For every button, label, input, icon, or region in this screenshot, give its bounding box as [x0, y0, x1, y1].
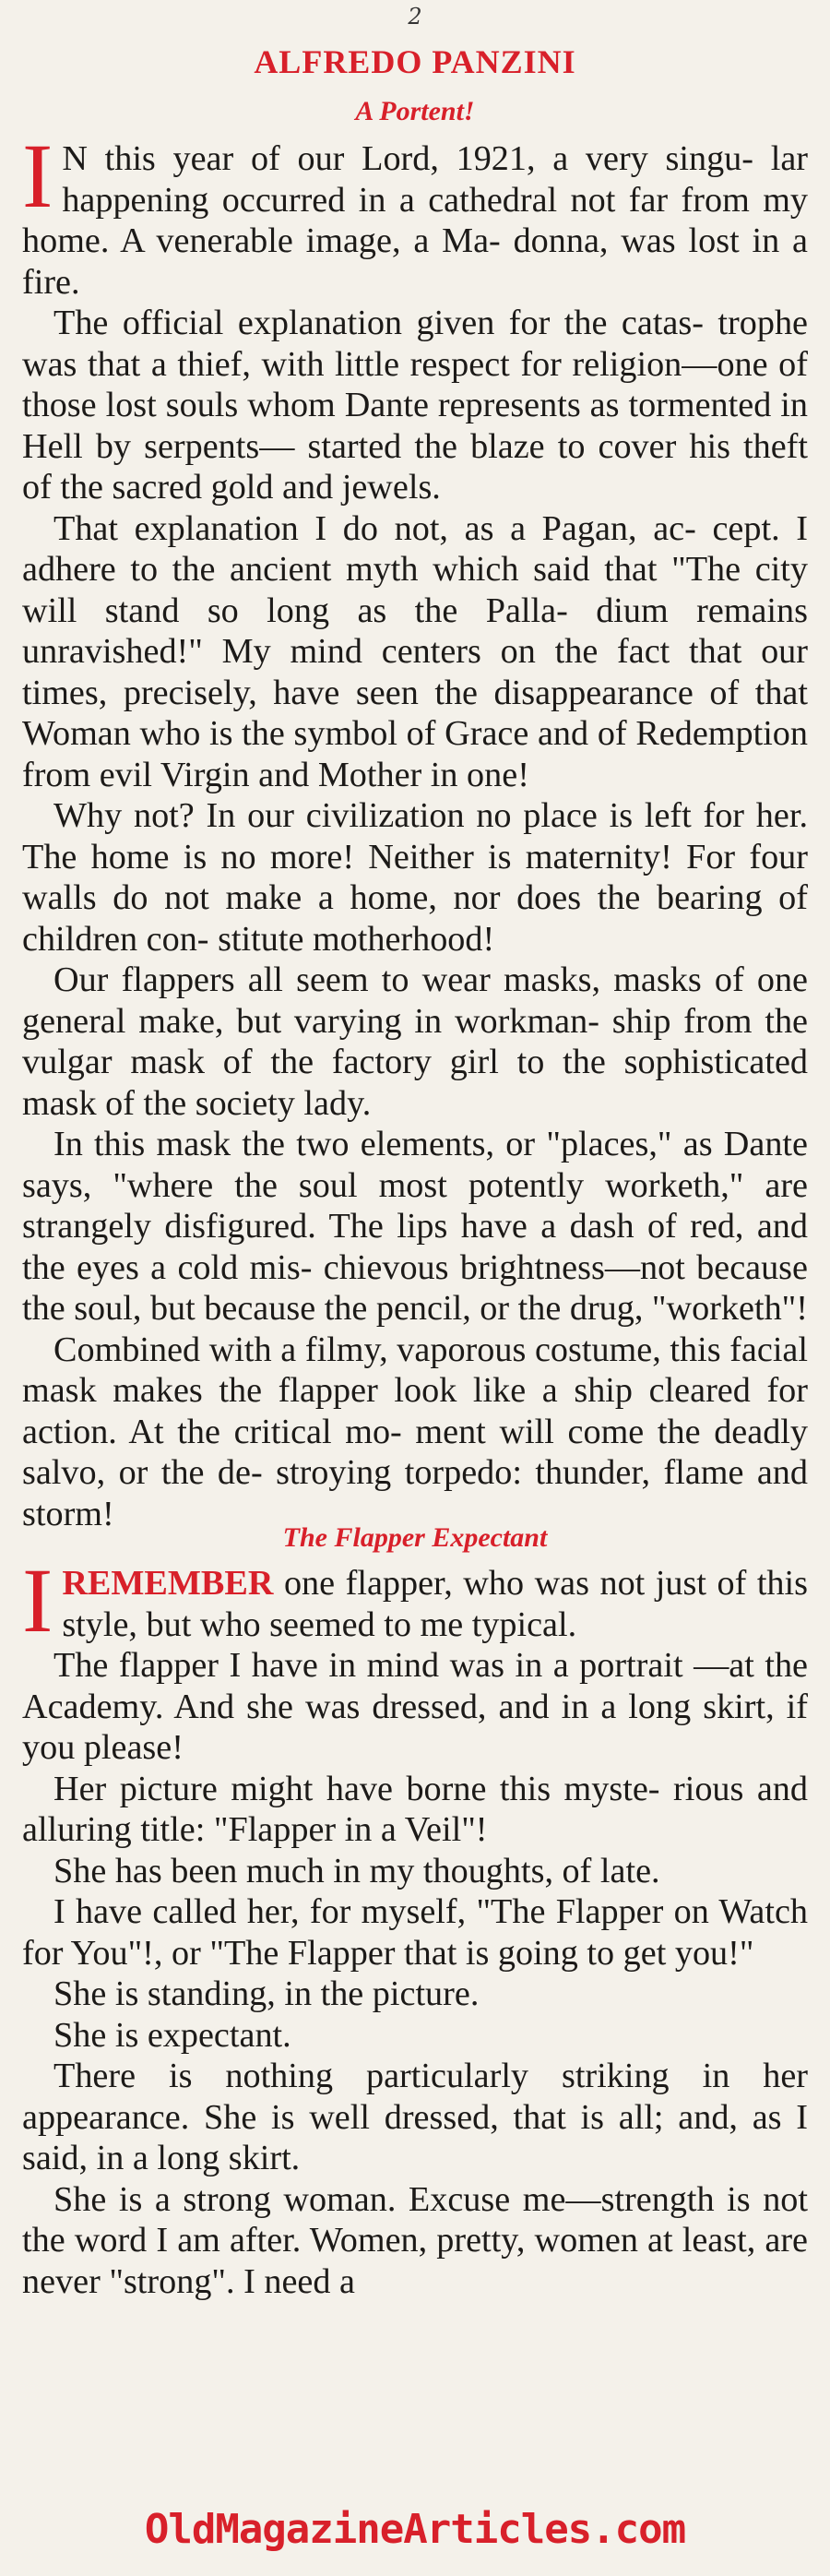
lead-text: N this year of our Lord, 1921, a very singu- lar happening occurred in a cathedral not far from my home. A venerable image, a Ma- donna, was lost in a fire. [22, 139, 808, 302]
paragraph: She is standing, in the picture. [53, 1974, 480, 2013]
paragraph: Why not? In our civilization no place is left for her. The home is no more! Neither is maternity! For four walls do not make a home, nor does the bearing of children con- stitute motherhood! [22, 796, 808, 959]
section-heading-flapper-expectant: The Flapper Expectant [282, 1522, 548, 1553]
paragraph: That explanation I do not, as a Pagan, ac- cept. I adhere to the ancient myth which said that "The city will stand so long as the Palla- dium remains unravished!" My mind centers on the fact that our times, precisely, have seen the disappearance of that Woman who is the symbol of Grace and of Redemption from evil Virgin and Mother in one! [22, 508, 808, 794]
article-section-1 [22, 125, 808, 1534]
drop-cap: I [22, 1549, 53, 1652]
paragraph: She has been much in my thoughts, of late. [53, 1851, 660, 1890]
paragraph: In this mask the two elements, or "places," as Dante says, "where the soul most potently worketh," are strangely disfigured. The lips have a dash of red, and the eyes a cold mis- chievous brightness—not because the soul, but because the pencil, or the drug, "worketh"! [22, 1125, 808, 1328]
drop-cap: I [22, 125, 53, 227]
paragraph: There is nothing particularly striking in her appearance. She is well dressed, that is all; and, as I said, in a long skirt. [22, 2057, 808, 2177]
paragraph: The official explanation given for the catas- trophe was that a thief, with little respect for religion—one of those lost souls whom Dante represents as tormented in Hell by serpents— started the blaze to cover his theft of the sacred gold and jewels. [22, 304, 808, 507]
section-heading-portent: A Portent! [355, 96, 475, 126]
paragraph: Her picture might have borne this myste- rious and alluring title: "Flapper in a Veil"! [22, 1769, 808, 1849]
paragraph: She is expectant. [53, 2015, 291, 2055]
lead-paragraph-2 [22, 1549, 808, 1652]
site-watermark[interactable]: OldMagazineArticles.com [144, 2506, 686, 2553]
lead-text: one flapper, who was not just of this style, but who seemed to me typical. [62, 1564, 808, 1644]
lead-paragraph-1 [22, 125, 808, 303]
paragraph: The flapper I have in mind was in a portrait —at the Academy. And she was dressed, and in a long skirt, if you please! [22, 1646, 808, 1767]
paragraph: Combined with a filmy, vaporous costume, this facial mask makes the flapper look like a ship cleared for action. At the critical mo- ment will come the deadly salvo, or the de- stroying torpedo: thunder, flame and storm! [22, 1330, 808, 1533]
paragraph: Our flappers all seem to wear masks, masks of one general make, but varying in workman- ship from the vulgar mask of the factory girl to the sophisticated mask of the society lady. [22, 960, 808, 1123]
author-name: ALFREDO PANZINI [254, 43, 576, 80]
paragraph: I have called her, for myself, "The Flapper on Watch for You"!, or "The Flapper that is going to get you!" [22, 1892, 808, 1973]
lead-word: REMEMBER [62, 1564, 274, 1603]
paragraph: She is a strong woman. Excuse me—strength is not the word I am after. Women, pretty, women at least, are never "strong". I need a [22, 2179, 808, 2301]
page-number: 2 [408, 4, 422, 30]
article-section-2 [22, 1549, 808, 2302]
